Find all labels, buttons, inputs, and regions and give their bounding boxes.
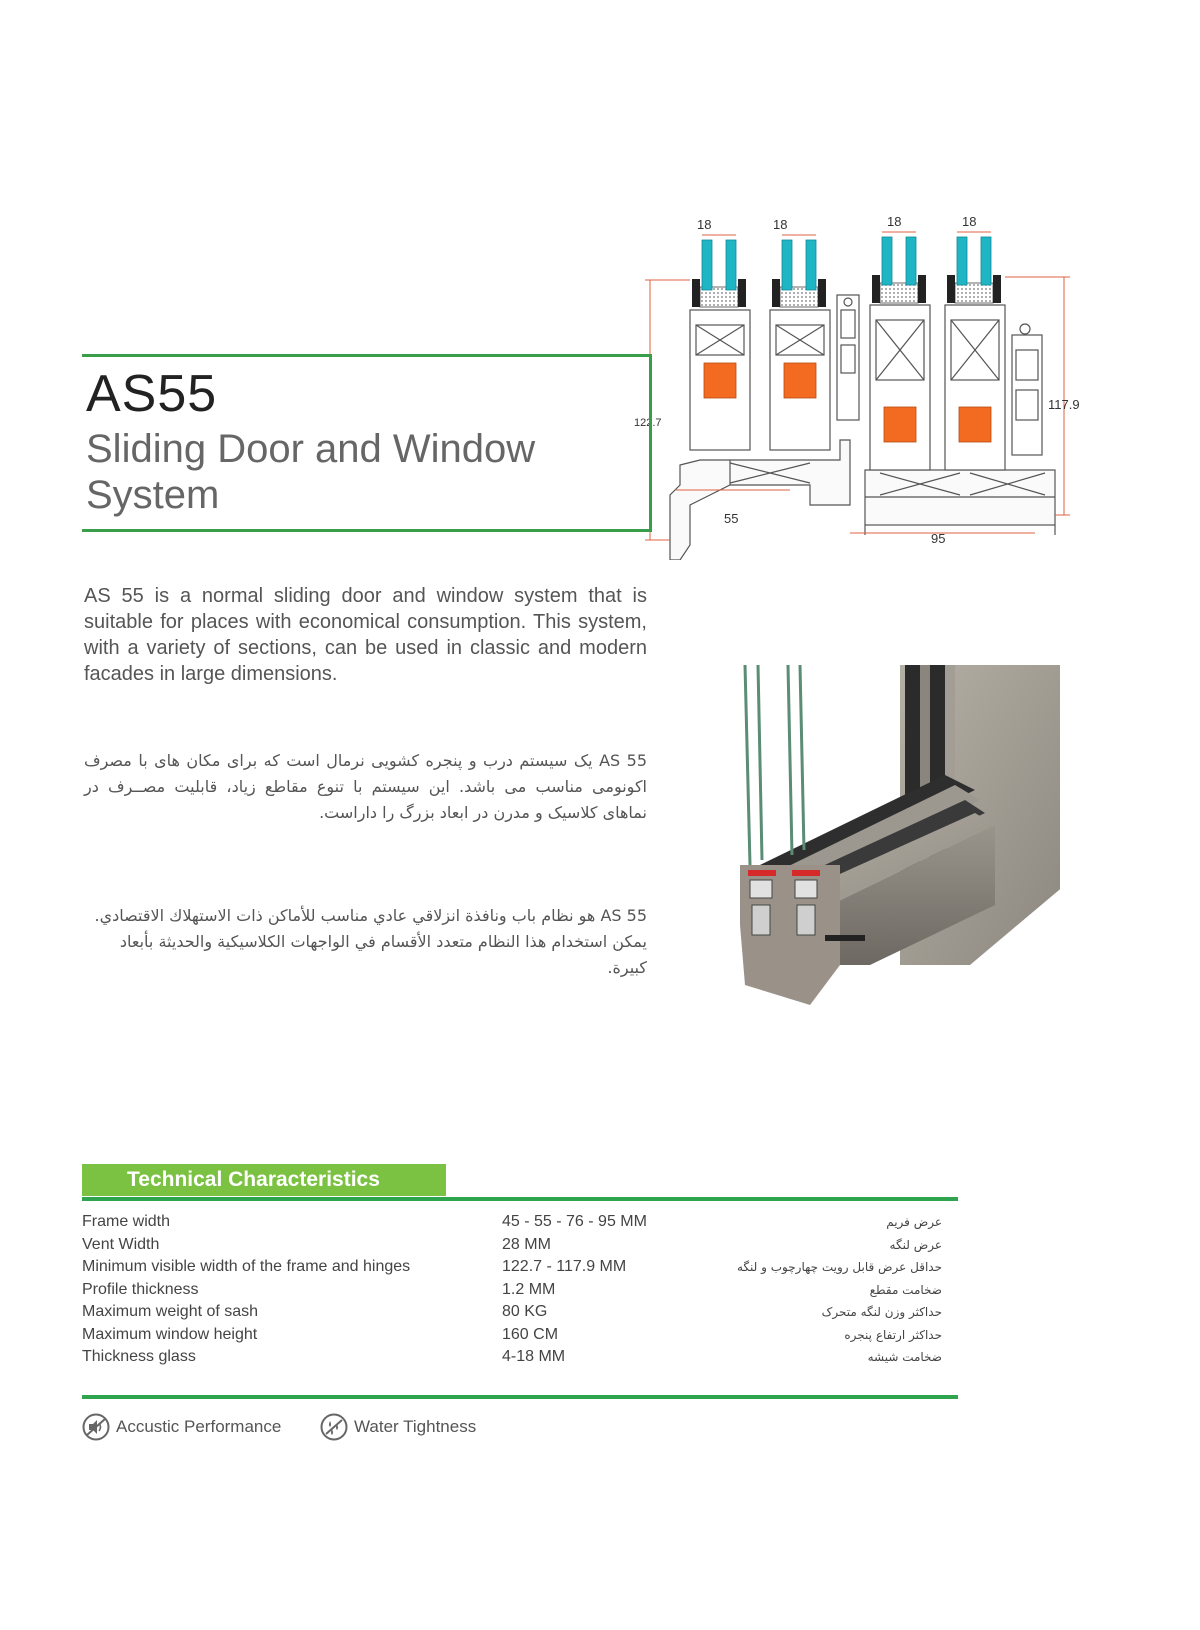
feature-water-label: Water Tightness <box>354 1417 477 1436</box>
spec-label: Maximum weight of sash <box>82 1303 259 1320</box>
technical-divider-bottom <box>82 1395 958 1399</box>
table-row <box>82 1211 942 1234</box>
spec-label-persian: حداقل عرض قابل رویت چهارچوب و لنگه <box>736 1260 942 1274</box>
description-arabic: AS 55 هو نظام باب ونافذة انزلاقي عادي مناسب للأماكن ذات الاستهلاك الاقتصادي. يمكن استخدام هذا النظام متعدد الأقسام في الواجهات الكلاسيكية والحديثة بأبعاد كبيرة. <box>94 906 647 977</box>
description-persian: AS 55 یک سیستم درب و پنجره کشویی نرمال است که برای مکان های با مصرف اکونومی مناسب می باشد. این سیستم با تنوع مقاطع زیاد، قابلیت مصــرف در نماهای کلاسیک و مدرن در ابعاد بزرگ را داراست. <box>84 751 648 822</box>
feature-water <box>320 1412 476 1442</box>
spec-value: 4-18 MM <box>502 1348 566 1365</box>
spec-label-persian: ضخامت مقطع <box>869 1282 942 1297</box>
spec-value: 45 - 55 - 76 - 95 MM <box>502 1213 647 1230</box>
table-row <box>82 1346 942 1369</box>
spec-label-persian: حداکثر ارتفاع پنجره <box>844 1327 942 1342</box>
dimension-top-3: 18 <box>887 214 902 229</box>
dimension-top-2: 18 <box>773 217 788 232</box>
spec-label: Minimum visible width of the frame and hinges <box>82 1258 411 1275</box>
spec-value: 80 KG <box>502 1303 548 1320</box>
dimension-width-right: 95 <box>931 531 946 546</box>
spec-label: Thickness glass <box>82 1348 196 1365</box>
spec-label: Frame width <box>82 1213 171 1230</box>
spec-table <box>82 1211 942 1369</box>
profile-corner-render <box>740 665 1060 1025</box>
table-row <box>82 1234 942 1257</box>
spec-value: 122.7 - 117.9 MM <box>502 1258 627 1275</box>
dimension-height-left: 122.7 <box>634 417 662 429</box>
spec-value: 1.2 MM <box>502 1280 556 1298</box>
feature-acoustic-label: Accustic Performance <box>116 1417 282 1436</box>
dimension-top-1: 18 <box>697 217 712 232</box>
acoustic-icon <box>82 1413 110 1441</box>
table-row <box>82 1256 942 1279</box>
description-english: AS 55 is a normal sliding door and window system that is suitable for places with economical consumption. This system, with a variety of sections, can be used in classic and modern facades in large dimensions. <box>84 585 647 685</box>
profile-section-drawing <box>640 215 1120 560</box>
feature-acoustic <box>82 1412 281 1442</box>
dimension-width-left: 55 <box>724 511 739 526</box>
spec-value: 160 CM <box>502 1325 559 1343</box>
water-icon <box>320 1413 348 1441</box>
spec-label-persian: ضخامت شیشه <box>867 1350 942 1364</box>
spec-label-persian: حداکثر وزن لنگه متحرک <box>821 1305 942 1319</box>
spec-label: Profile thickness <box>82 1280 199 1298</box>
spec-label: Maximum window height <box>82 1325 258 1343</box>
technical-header: Technical Characteristics <box>82 1164 446 1196</box>
technical-divider-top <box>82 1197 958 1201</box>
dimension-height-right: 117.9 <box>1048 397 1080 412</box>
product-code: AS55 <box>86 365 218 423</box>
spec-label-persian: عرض لنگه <box>889 1237 942 1252</box>
product-name: Sliding Door and Window System <box>86 427 536 517</box>
spec-label-persian: عرض فریم <box>886 1215 942 1229</box>
table-row <box>82 1301 942 1324</box>
table-row <box>82 1324 942 1347</box>
dimension-top-4: 18 <box>962 214 977 229</box>
spec-label: Vent Width <box>82 1235 160 1253</box>
table-row <box>82 1279 942 1302</box>
spec-value: 28 MM <box>502 1235 551 1253</box>
